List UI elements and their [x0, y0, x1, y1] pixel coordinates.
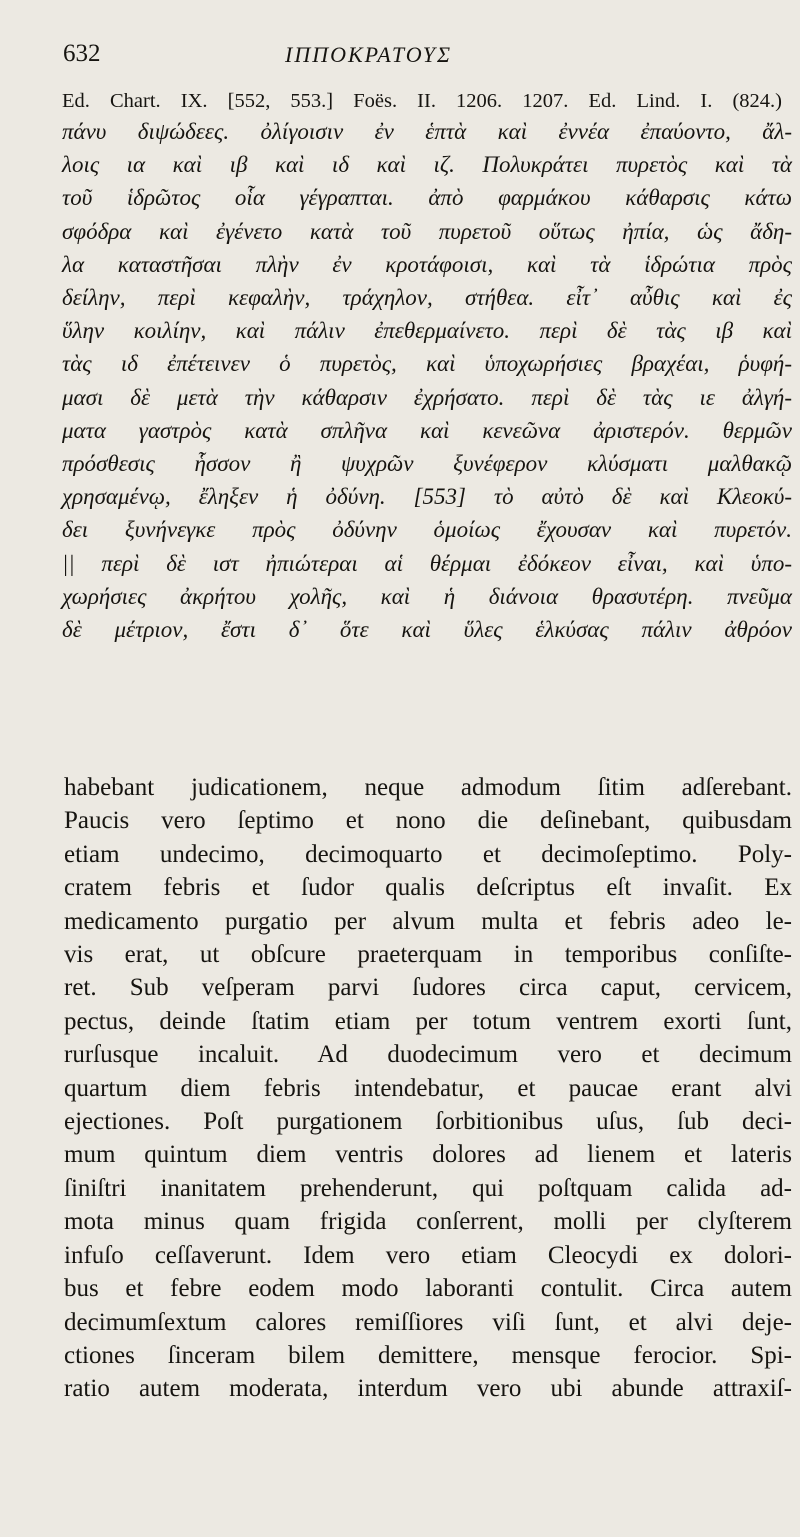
greek-line: μασι δὲ μετὰ τὴν κάθαρσιν ἐχρήσατο. περὶ δὲ τὰς ιε ἀλγή-: [62, 384, 792, 410]
latin-line: rurſusque incaluit. Ad duodecimum vero et decimum: [64, 1041, 792, 1069]
latin-text-block: [64, 771, 792, 1406]
latin-line: pectus, deinde ſtatim etiam per totum ventrem exorti ſunt,: [64, 1007, 792, 1035]
greek-line: ματα γαστρὸς κατὰ σπλῆνα καὶ κενεῶνα ἀριστερόν. θερμῶν: [62, 417, 792, 443]
latin-line: medicamento purgatio per alvum multa et febris adeo le-: [64, 907, 792, 935]
latin-line: ratio autem moderata, interdum vero ubi abunde attraxiſ-: [64, 1375, 792, 1403]
latin-line: bus et febre eodem modo laboranti contulit. Circa autem: [64, 1275, 792, 1303]
greek-line: || περὶ δὲ ιστ ἠπιώτεραι αἱ θέρμαι ἐδόκεον εἶναι, καὶ ὑπο-: [62, 550, 792, 576]
greek-line: χρησαμένῳ, ἔληξεν ἡ ὀδύνη. [553] τὸ αὐτὸ δὲ καὶ Κλεοκύ-: [62, 484, 792, 510]
latin-line: ſiniſtri inanitatem prehenderunt, qui poſtquam calida ad-: [64, 1174, 792, 1202]
greek-line: δει ξυνήνεγκε πρὸς ὀδύνην ὁμοίως ἔχουσαν καὶ πυρετόν.: [62, 517, 792, 543]
greek-line: πρόσθεσις ἧσσον ἢ ψυχρῶν ξυνέφερον κλύσματι μαλθακῷ: [62, 451, 792, 477]
greek-text-block: [62, 115, 792, 646]
latin-line: decimumſextum calores remiſſiores viſi ſunt, et alvi deje-: [64, 1308, 792, 1336]
greek-line: τὰς ιδ ἐπέτεινεν ὁ πυρετὸς, καὶ ὑποχωρήσιες βραχέαι, ῥυφή-: [62, 351, 792, 377]
running-title: ΙΠΠΟΚΡΑΤΟΥΣ: [285, 42, 453, 67]
greek-line: δὲ μέτριον, ἔστι δ᾽ ὅτε καὶ ὕλες ἑλκύσας πάλιν ἀθρόον: [62, 617, 792, 643]
greek-line: ὕλην κοιλίην, καὶ πάλιν ἐπεθερμαίνετο. περὶ δὲ τὰς ιβ καὶ: [62, 318, 792, 344]
latin-line: infuſo ceſſaverunt. Idem vero etiam Cleocydi ex dolori-: [64, 1241, 792, 1269]
latin-line: ret. Sub veſperam parvi ſudores circa caput, cervicem,: [64, 974, 792, 1002]
latin-line: habebant judicationem, neque admodum ſitim adſerebant.: [64, 774, 792, 801]
latin-line: cratem febris et ſudor qualis deſcriptus eſt invaſit. Ex: [64, 874, 792, 902]
greek-line: πάνυ διψώδεες. ὀλίγοισιν ἐν ἑπτὰ καὶ ἐννέα ἐπαύοντο, ἄλ-: [62, 119, 792, 144]
latin-line: ejectiones. Poſt purgationem ſorbitionibus uſus, ſub deci-: [64, 1108, 792, 1136]
greek-line: δείλην, περὶ κεφαλὴν, τράχηλον, στήθεα. εἶτ᾽ αὖθις καὶ ἐς: [62, 285, 792, 311]
greek-line: λοις ια καὶ ιβ καὶ ιδ καὶ ιζ. Πολυκράτει πυρετὸς καὶ τὰ: [62, 152, 792, 178]
latin-line: mota minus quam frigida conſerrent, molli per clyſterem: [64, 1208, 792, 1236]
page-number: 632: [63, 40, 101, 67]
latin-line: etiam undecimo, decimoquarto et decimoſeptimo. Poly-: [64, 840, 792, 868]
latin-line: mum quintum diem ventris dolores ad lienem et lateris: [64, 1141, 792, 1169]
greek-line: σφόδρα καὶ ἐγένετο κατὰ τοῦ πυρετοῦ οὕτως ἠπία, ὡς ἄδη-: [62, 218, 792, 244]
latin-line: ctiones ſinceram bilem demittere, mensque ferocior. Spi-: [64, 1341, 792, 1369]
greek-line: χωρήσιες ἀκρήτου χολῆς, καὶ ἡ διάνοια θρασυτέρη. πνεῦμα: [62, 583, 792, 609]
latin-line: quartum diem febris intendebatur, et paucae erant alvi: [64, 1074, 792, 1102]
latin-line: vis erat, ut obſcure praeterquam in temporibus conſiſte-: [64, 941, 792, 969]
greek-line: τοῦ ἱδρῶτος οἷα γέγραπται. ἀπὸ φαρμάκου κάθαρσις κάτω: [62, 185, 792, 211]
latin-line: Paucis vero ſeptimo et nono die deſinebant, quibusdam: [64, 807, 792, 835]
edition-references: Ed. Chart. IX. [552, 553.] Foës. II. 1206. 1207. Ed. Lind. I. (824.): [62, 90, 782, 112]
greek-line: λα καταστῆσαι πλὴν ἐν κροτάφοισι, καὶ τὰ ἱδρώτια πρὸς: [62, 251, 792, 277]
